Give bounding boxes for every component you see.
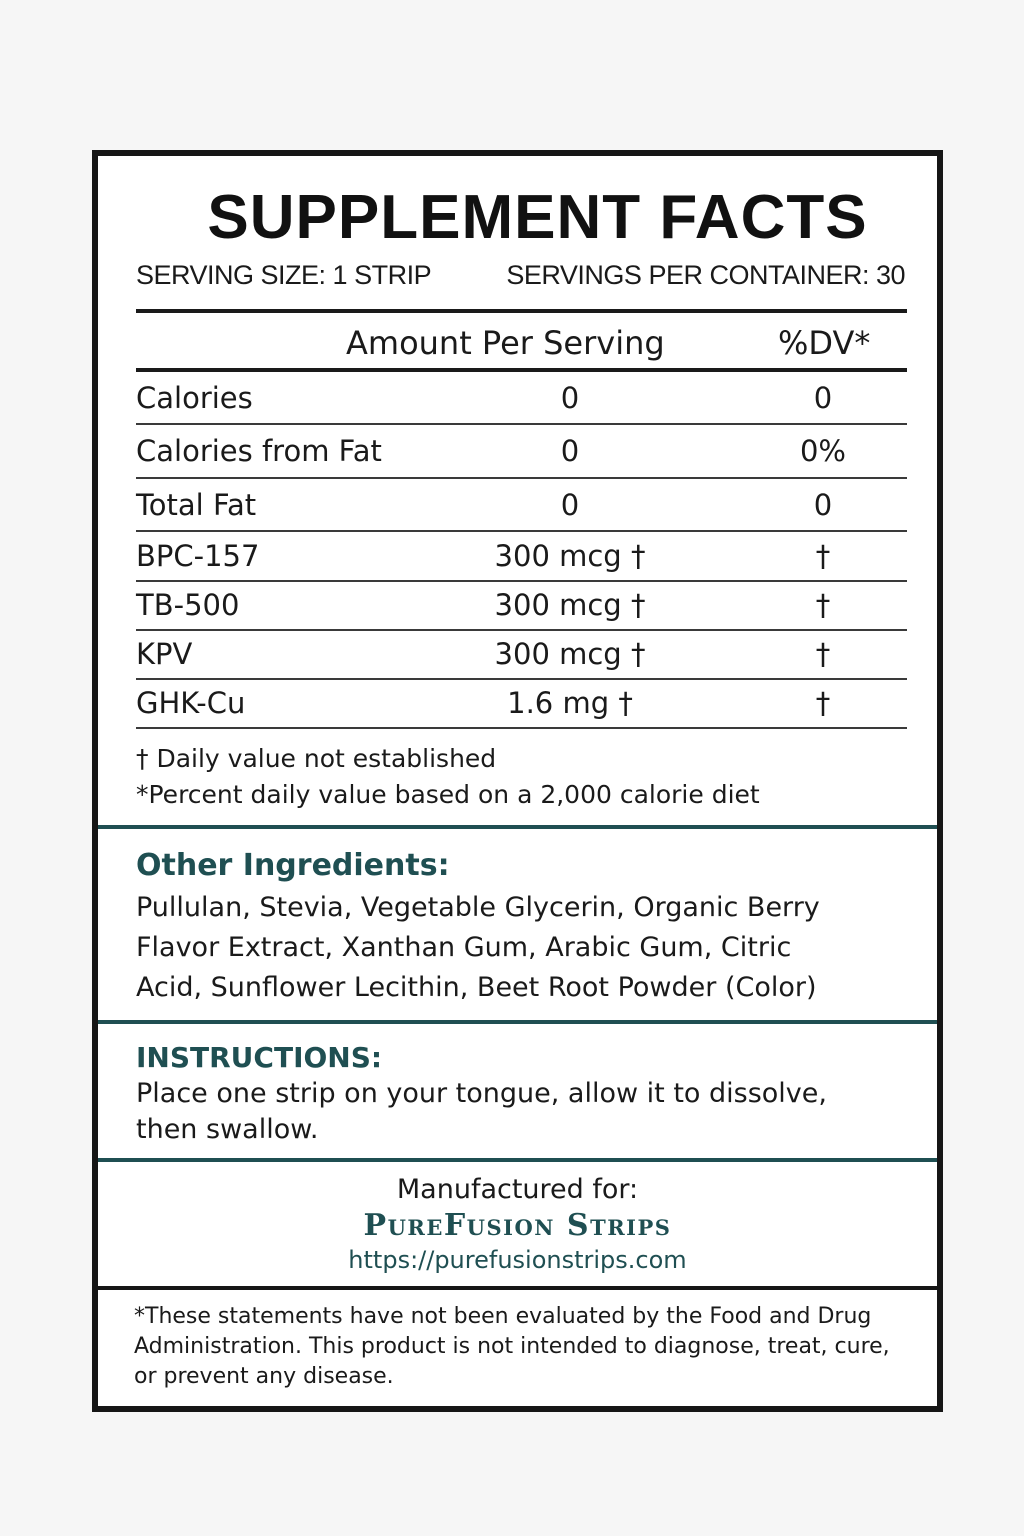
header-rule-top (136, 309, 907, 313)
header-amount-per-serving: Amount Per Serving (346, 324, 665, 362)
supplement-facts-panel (92, 150, 943, 1412)
fda-disclaimer: *These statements have not been evaluated by the Food and Drug Administration. This product is not intended to diagnose, treat, cure, or prevent any disease. (134, 1304, 890, 1389)
header-rule-bottom (136, 368, 907, 372)
row-dv-bpc-157: † (815, 539, 831, 573)
row-dv-total-fat: 0 (813, 488, 833, 522)
other-ingredients-text: Pullulan, Stevia, Vegetable Glycerin, Organic Berry Flavor Extract, Xanthan Gum, Arabic Gum, Citric Acid, Sunflower Lecithin, Beet Root Powder (Color) (136, 892, 820, 1003)
row-amount-total-fat: 0 (560, 488, 580, 522)
header-percent-dv: %DV* (778, 324, 871, 362)
panel-title: SUPPLEMENT FACTS (207, 183, 868, 252)
section-divider (98, 1020, 937, 1024)
row-dv-calories: 0 (813, 381, 833, 415)
row-amount-kpv: 300 mcg † (494, 637, 646, 671)
row-amount-calories: 0 (560, 381, 580, 415)
row-label-bpc-157: BPC-157 (136, 539, 260, 573)
servings-per-container: SERVINGS PER CONTAINER: 30 (506, 260, 905, 290)
row-divider (136, 629, 907, 631)
row-label-total-fat: Total Fat (136, 488, 257, 522)
other-ingredients-heading: Other Ingredients: (136, 848, 450, 883)
row-dv-kpv: † (815, 637, 831, 671)
row-label-kpv: KPV (136, 637, 193, 671)
section-divider (98, 1158, 937, 1162)
row-amount-ghk-cu: 1.6 mg † (507, 686, 633, 720)
instructions-text: Place one strip on your tongue, allow it to dissolve, then swallow. (136, 1078, 827, 1145)
row-label-calories: Calories (136, 381, 253, 415)
row-dv-tb-500: † (815, 588, 831, 622)
section-divider (98, 1286, 937, 1290)
row-amount-tb-500: 300 mcg † (494, 588, 646, 622)
row-divider (136, 580, 907, 582)
row-label-tb-500: TB-500 (136, 588, 240, 622)
section-divider (98, 825, 937, 829)
serving-size: SERVING SIZE: 1 STRIP (136, 260, 432, 290)
row-amount-bpc-157: 300 mcg † (494, 539, 646, 573)
manufactured-for-label: Manufactured for: (396, 1174, 639, 1205)
row-divider (136, 530, 907, 532)
dagger-note: † Daily value not established (136, 744, 497, 773)
table-bottom-rule (136, 727, 907, 729)
manufacturer-url: https://purefusionstrips.com (348, 1246, 687, 1274)
row-divider (136, 678, 907, 680)
row-divider (136, 423, 907, 425)
brand-name: PureFusion Strips (363, 1208, 672, 1243)
instructions-heading: INSTRUCTIONS: (136, 1041, 383, 1074)
row-amount-calories-from-fat: 0 (560, 434, 580, 468)
row-dv-ghk-cu: † (815, 686, 831, 720)
row-label-calories-from-fat: Calories from Fat (136, 434, 382, 468)
percent-dv-note: *Percent daily value based on a 2,000 calorie diet (136, 780, 760, 809)
row-divider (136, 477, 907, 479)
row-dv-calories-from-fat: 0% (799, 434, 846, 468)
row-label-ghk-cu: GHK-Cu (136, 686, 246, 720)
